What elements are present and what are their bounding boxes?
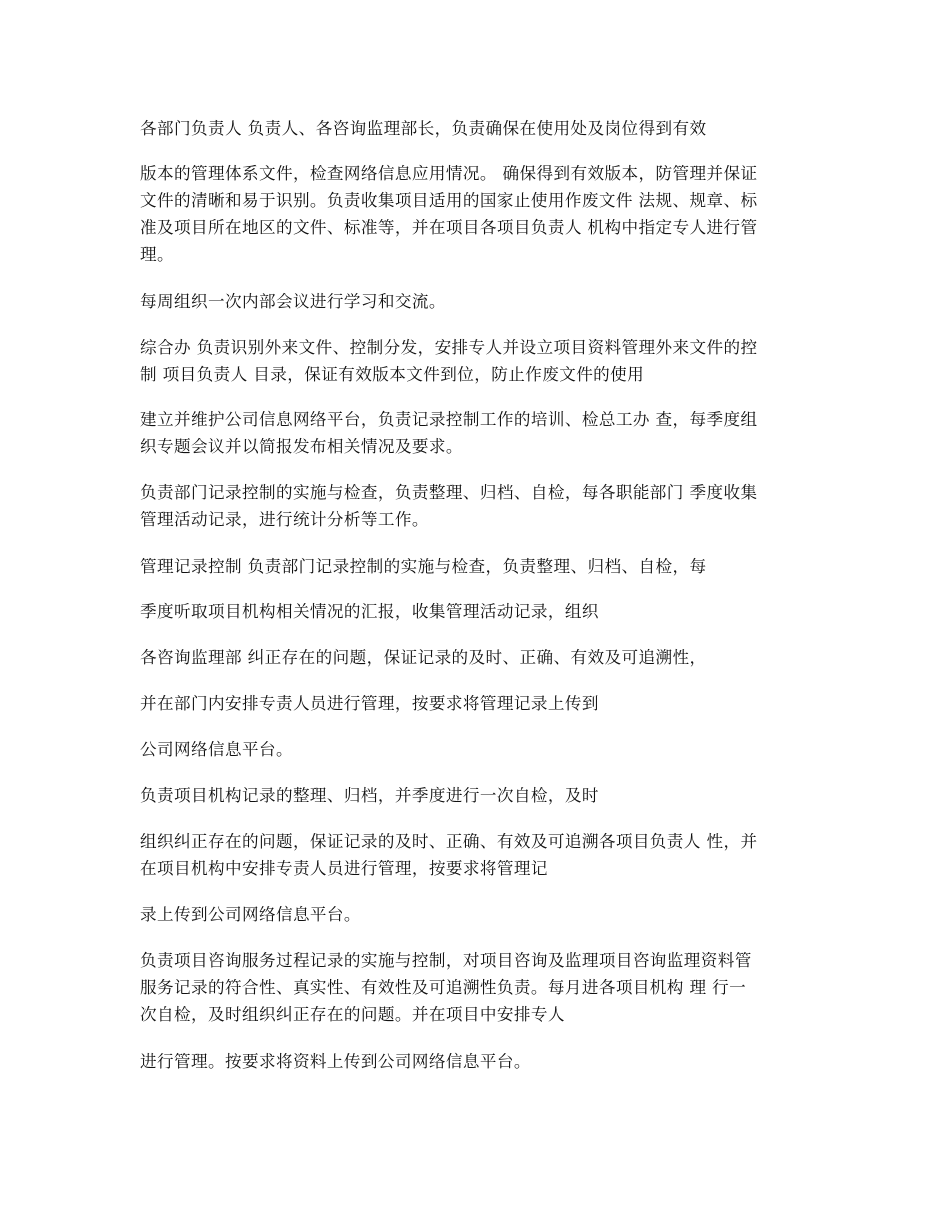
text-line: 理。 — [140, 245, 174, 264]
text-line: 准及项目所在地区的文件、标准等，并在项目各项目负责人 机构中指定专人进行管 — [140, 218, 758, 237]
text-line: 织专题会议并以简报发布相关情况及要求。 — [140, 437, 463, 456]
text-line: 负责项目机构记录的整理、归档，并季度进行一次自检，及时 — [140, 786, 599, 805]
paragraph — [140, 1048, 810, 1075]
paragraph — [140, 115, 810, 142]
paragraph — [140, 828, 810, 882]
text-line: 在项目机构中安排专责人员进行管理，按要求将管理记 — [140, 859, 548, 878]
text-line: 建立并维护公司信息网络平台，负责记录控制工作的培训、检总工办 查，每季度组 — [140, 410, 758, 429]
paragraph — [140, 736, 810, 763]
paragraph — [140, 690, 810, 717]
text-line: 管理活动记录，进行统计分析等工作。 — [140, 510, 429, 529]
text-line: 制 项目负责人 目录，保证有效版本文件到位，防止作废文件的使用 — [140, 365, 645, 384]
text-line: 负责部门记录控制的实施与检查，负责整理、归档、自检，每各职能部门 季度收集 — [140, 483, 758, 502]
text-line: 综合办 负责识别外来文件、控制分发，安排专人并设立项目资料管理外来文件的控 — [140, 338, 758, 357]
text-line: 每周组织一次内部会议进行学习和交流。 — [140, 292, 446, 311]
paragraph — [140, 553, 810, 580]
text-line: 并在部门内安排专责人员进行管理，按要求将管理记录上传到 — [140, 694, 599, 713]
text-line: 服务记录的符合性、真实性、有效性及可追溯性负责。每月进各项目机构 理 行一 — [140, 978, 747, 997]
paragraph — [140, 334, 810, 388]
text-line: 录上传到公司网络信息平台。 — [140, 905, 361, 924]
text-line: 次自检，及时组织纠正存在的问题。并在项目中安排专人 — [140, 1005, 565, 1024]
paragraph — [140, 901, 810, 928]
text-line: 组织纠正存在的问题，保证记录的及时、正确、有效及可追溯各项目负责人 性，并 — [140, 832, 758, 851]
text-line: 版本的管理体系文件，检查网络信息应用情况。 确保得到有效版本，防管理并保证 — [140, 164, 758, 183]
paragraph — [140, 406, 810, 460]
text-line: 负责项目咨询服务过程记录的实施与控制，对项目咨询及监理项目咨询监理资料管 — [140, 951, 752, 970]
text-line: 管理记录控制 负责部门记录控制的实施与检查，负责整理、归档、自检，每 — [140, 557, 707, 576]
paragraph — [140, 160, 810, 268]
paragraph — [140, 947, 810, 1028]
paragraph — [140, 644, 810, 671]
text-line: 季度听取项目机构相关情况的汇报，收集管理活动记录，组织 — [140, 602, 599, 621]
text-line: 公司网络信息平台。 — [140, 740, 293, 759]
paragraph — [140, 782, 810, 809]
paragraph — [140, 288, 810, 315]
paragraph — [140, 479, 810, 533]
text-line: 各咨询监理部 纠正存在的问题，保证记录的及时、正确、有效及可追溯性， — [140, 648, 707, 667]
paragraph — [140, 598, 810, 625]
text-line: 进行管理。按要求将资料上传到公司网络信息平台。 — [140, 1052, 531, 1071]
text-line: 文件的清晰和易于识别。负责收集项目适用的国家止使用作废文件 法规、规章、标 — [140, 191, 758, 210]
text-line: 各部门负责人 负责人、各咨询监理部长，负责确保在使用处及岗位得到有效 — [140, 119, 707, 138]
